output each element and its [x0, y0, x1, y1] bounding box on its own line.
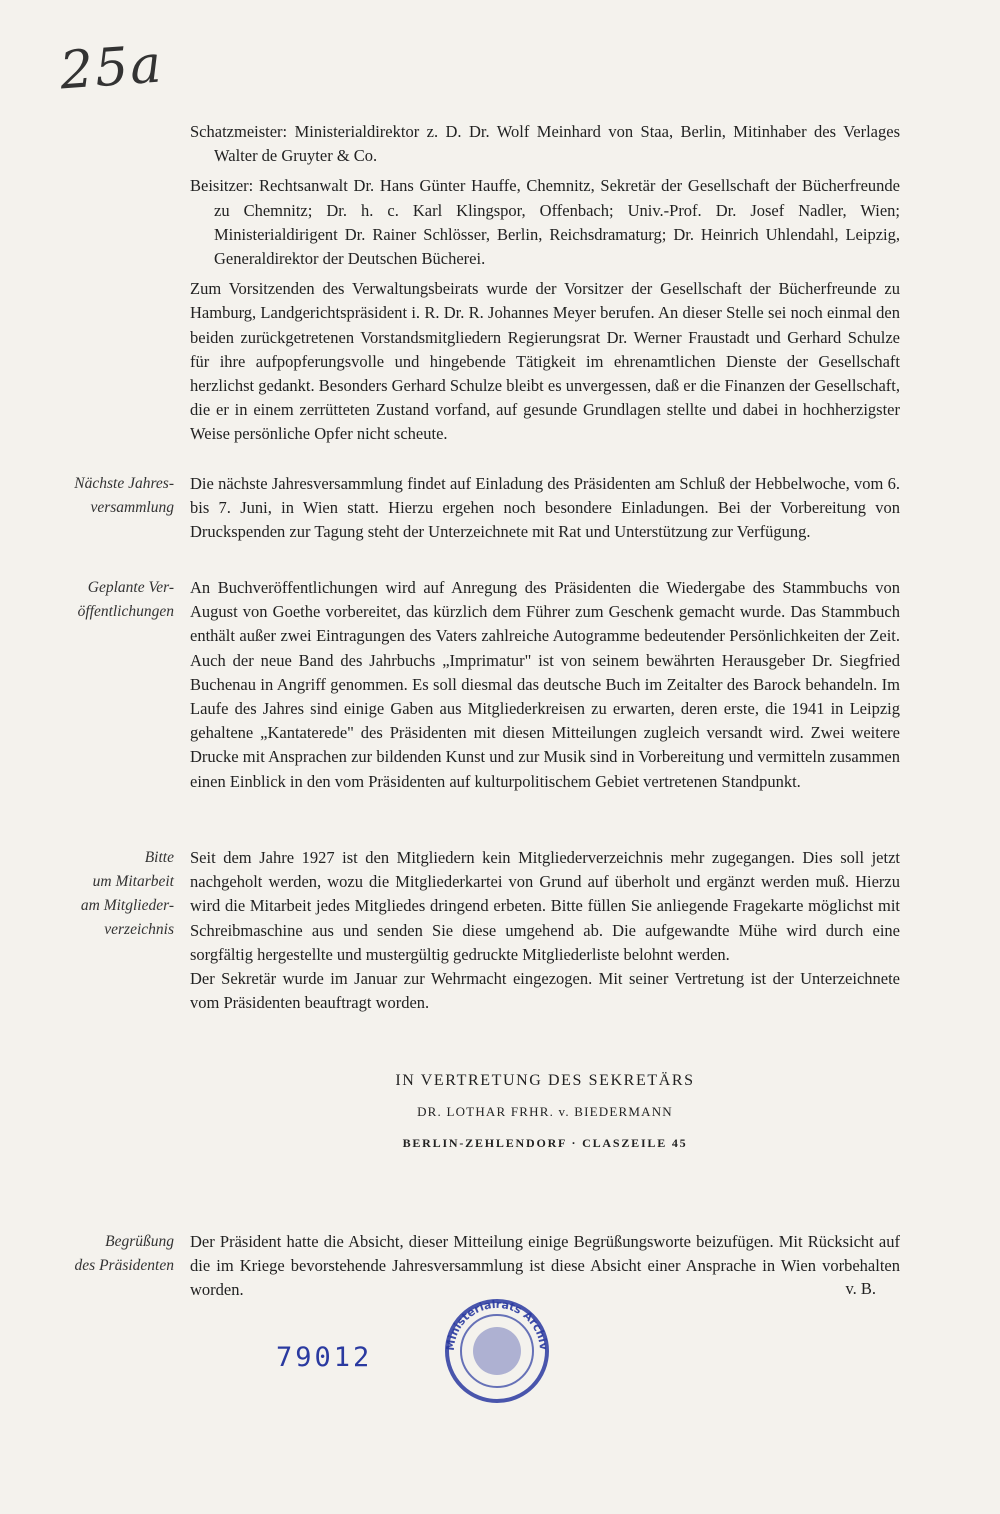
signature-name: DR. LOTHAR FRHR. v. BIEDERMANN	[417, 1104, 673, 1119]
signature-address: BERLIN-ZEHLENDORF · CLASZEILE 45	[402, 1136, 688, 1150]
signoff-initials: v. B.	[845, 1279, 876, 1298]
margin-note-directory: Bitte um Mitarbeit am Mitglieder- verzeichnis	[80, 849, 174, 938]
margin-note-greeting: Begrüßung des Präsidenten	[74, 1233, 174, 1274]
publications-paragraph: An Buchveröffentlichungen wird auf Anregung des Präsidenten die Wiedergabe des Stammbuchs von August von Goethe vorbereitet, das kürzlich dem Führer zum Geschenk gemacht wurde. Das Stammbuch enthält außer zwei Eintragungen des Vaters zahlreiche Autogramme bedeutender Persönlichkeiten der Zeit. Auch der neue Band des Jahrbuchs „Imprimatur" ist von seinem bewährten Herausgeber Dr. Siegfried Buchenau in Angriff genommen. Es soll diesmal das deutsche Buch im Zeitalter des Barock behandeln. Im Laufe des Jahres sind einige Gaben aus Mitgliederkreisen zu erwarten, deren erste, die 1941 in Leipzig gehaltene „Kantaterede" des Präsidenten mit diesen Mitteilungen zugleich versandt wird. Zwei weitere Drucke mit Ansprachen zur bildenden Kunst und zur Musik sind in Vorbereitung und vermitteln zusammen einen Einblick in den vom Präsidenten auf kulturpolitischem Gebiet vertretenen Standpunkt.	[190, 578, 900, 791]
archive-stamp	[432, 1296, 562, 1406]
margin-note-publications: Geplante Ver- öffentlichungen	[77, 579, 174, 620]
directory-block	[190, 846, 900, 1015]
board-block	[190, 120, 900, 447]
handwritten-page-number: 25a	[58, 34, 166, 102]
signature-heading: IN VERTRETUNG DES SEKRETÄRS	[395, 1072, 695, 1089]
archive-number: 79012	[276, 1342, 373, 1373]
advisory-board-paragraph: Zum Vorsitzenden des Verwaltungsbeirats wurde der Vorsitzer der Gesellschaft der Bücherfreunde zu Hamburg, Landgerichtspräsident i. R. Dr. R. Johannes Meyer berufen. An dieser Stelle sei noch einmal den beiden zurückgetretenen Vorstandsmitgliedern Regierungsrat Dr. Werner Fraustadt und Gerhard Schulze für ihre aufpopferungsvolle und hingebende Tätigkeit im ehrenamtlichen Dienste der Gesellschaft herzlichst gedankt. Besonders Gerhard Schulze bleibt es unvergessen, daß er die Finanzen der Gesellschaft, die er in einem zerrütteten Zustand vorfand, auf gesunde Grundlagen stellte und dabei in hochherzigster Weise persönliche Opfer nicht scheute.	[190, 279, 900, 444]
greeting-paragraph: Der Präsident hatte die Absicht, dieser Mitteilung einige Begrüßungsworte beizufügen. Mit Rücksicht auf die im Kriege bevorstehende Jahresversammlung ist diese Absicht einer Ansprache in Wien vorbehalten worden.	[190, 1232, 900, 1300]
assessors-paragraph: Beisitzer: Rechtsanwalt Dr. Hans Günter Hauffe, Chemnitz, Sekretär der Gesellschaft der Bücherfreunde zu Chemnitz; Dr. h. c. Karl Klingspor, Offenbach; Univ.-Prof. Dr. Josef Nadler, Wien; Ministerialdirigent Dr. Rainer Schlösser, Berlin, Reichsdramaturg; Dr. Heinrich Uhlendahl, Leipzig, Generaldirektor der Deutschen Bücherei.	[190, 176, 900, 269]
margin-note-meeting: Nächste Jahres- versammlung	[74, 475, 174, 516]
stamp-text: Ministerialrats Archiv	[443, 1297, 551, 1352]
meeting-paragraph: Die nächste Jahresversammlung findet auf Einladung des Präsidenten am Schluß der Hebbelwoche, vom 6. bis 7. Juni, in Wien statt. Hierzu ergehen noch besondere Einladungen. Bei der Vorbereitung von Druckspenden zur Tagung steht der Unterzeichnete mit Rat und Unterstützung zur Verfügung.	[190, 474, 900, 542]
secretary-paragraph: Der Sekretär wurde im Januar zur Wehrmacht eingezogen. Mit seiner Vertretung ist der Unterzeichnete vom Präsidenten beauftragt worden.	[190, 969, 900, 1013]
directory-paragraph: Seit dem Jahre 1927 ist den Mitgliedern kein Mitgliederverzeichnis mehr zugegangen. Dies soll jetzt nachgeholt werden, wozu die Mitgliederkartei von Grund auf überholt und ergänzt werden muß. Hierzu wird die Mitarbeit jedes Mitgliedes dringend erbeten. Bitte füllen Sie anliegende Fragekarte möglichst mit Schreibmaschine aus und senden Sie diese umgehend ab. Die aufgewandte Mühe wird durch eine sorgfältig hergestellte und mustergültig gedruckte Mitgliederliste belohnt werden.	[190, 848, 900, 964]
treasurer-paragraph: Schatzmeister: Ministerialdirektor z. D. Dr. Wolf Meinhard von Staa, Berlin, Mitinhaber des Verlages Walter de Gruyter & Co.	[190, 122, 900, 166]
